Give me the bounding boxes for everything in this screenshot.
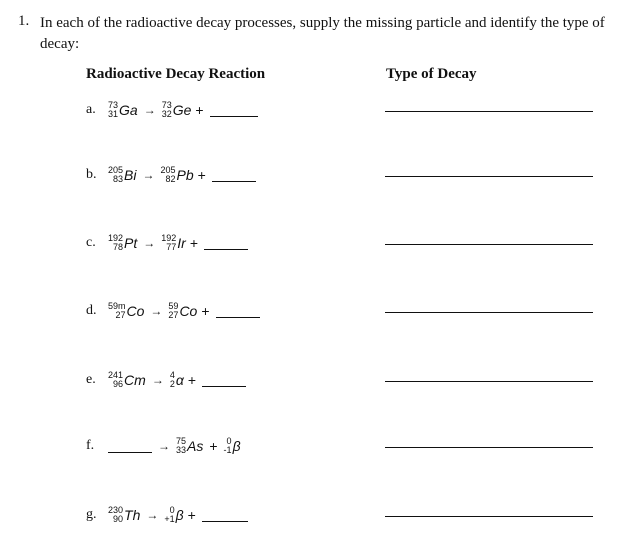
reaction-equation [108, 229, 248, 257]
reactant-nuclide: 230 90 Th [108, 505, 141, 524]
reaction-arrow: → [158, 439, 170, 453]
plus-sign: + [201, 303, 210, 319]
decay-type-blank[interactable] [385, 244, 593, 245]
reaction-arrow: → [143, 236, 156, 250]
missing-particle-blank[interactable] [210, 104, 258, 117]
beta-particle: 0 +1 β [164, 505, 184, 524]
missing-particle-blank[interactable] [212, 169, 256, 182]
reaction-row-a [0, 96, 630, 124]
product-nuclide: 192 77 Ir [161, 233, 186, 252]
plus-sign: + [209, 438, 218, 454]
reaction-equation [108, 297, 260, 325]
missing-particle-blank[interactable] [202, 509, 248, 522]
product-nuclide: 205 82 Pb [160, 165, 194, 184]
reaction-row-g [0, 501, 630, 529]
decay-type-blank[interactable] [385, 516, 593, 517]
missing-particle-blank[interactable] [202, 374, 246, 387]
reaction-arrow: → [151, 373, 164, 387]
reaction-equation [106, 432, 241, 460]
product-nuclide: 4 2 α [169, 370, 184, 389]
reactant-nuclide: 241 96 Cm [108, 370, 146, 389]
decay-type-blank[interactable] [385, 447, 593, 448]
header-type: Type of Decay [386, 66, 477, 82]
reaction-row-c [0, 229, 630, 257]
row-letter: g. [86, 507, 97, 522]
question-number: 1. [18, 13, 30, 29]
product-nuclide: 75 33 As [176, 436, 204, 455]
reaction-row-b [0, 161, 630, 189]
plus-sign: + [187, 372, 196, 388]
plus-sign: + [197, 167, 206, 183]
row-letter: b. [86, 167, 97, 182]
missing-particle-blank[interactable] [204, 237, 248, 250]
reactant-nuclide: 73 31 Ga [108, 100, 138, 119]
reaction-equation [108, 366, 246, 394]
decay-type-blank[interactable] [385, 176, 593, 177]
reaction-row-d [0, 297, 630, 325]
reaction-equation [108, 161, 256, 189]
reaction-row-f [0, 432, 630, 460]
reaction-equation [108, 96, 258, 124]
reaction-equation [108, 501, 248, 529]
decay-type-blank[interactable] [385, 111, 593, 112]
reaction-arrow: → [150, 304, 163, 318]
reactant-nuclide: 59m 27 Co [108, 301, 145, 320]
reaction-row-e [0, 366, 630, 394]
reaction-arrow: → [143, 103, 156, 117]
reactant-nuclide: 205 83 Bi [108, 165, 137, 184]
missing-particle-blank[interactable] [108, 440, 152, 453]
header-reaction: Radioactive Decay Reaction [86, 66, 266, 82]
beta-particle: 0 -1 β [223, 436, 241, 455]
row-letter: e. [86, 372, 96, 387]
product-nuclide: 59 27 Co [168, 301, 198, 320]
plus-sign: + [187, 507, 196, 523]
row-letter: a. [86, 102, 96, 117]
decay-type-blank[interactable] [385, 381, 593, 382]
plus-sign: + [195, 102, 204, 118]
product-nuclide: 73 32 Ge [161, 100, 192, 119]
row-letter: f. [86, 438, 95, 453]
question-text: In each of the radioactive decay processes, supply the missing particle and identify the type of decay: [40, 15, 605, 52]
row-letter: d. [86, 303, 97, 318]
reactant-nuclide: 192 78 Pt [108, 233, 138, 252]
plus-sign: + [189, 235, 199, 251]
reaction-arrow: → [142, 168, 155, 182]
reaction-arrow: → [146, 508, 159, 522]
row-letter: c. [86, 235, 96, 250]
missing-particle-blank[interactable] [216, 305, 260, 318]
decay-type-blank[interactable] [385, 312, 593, 313]
